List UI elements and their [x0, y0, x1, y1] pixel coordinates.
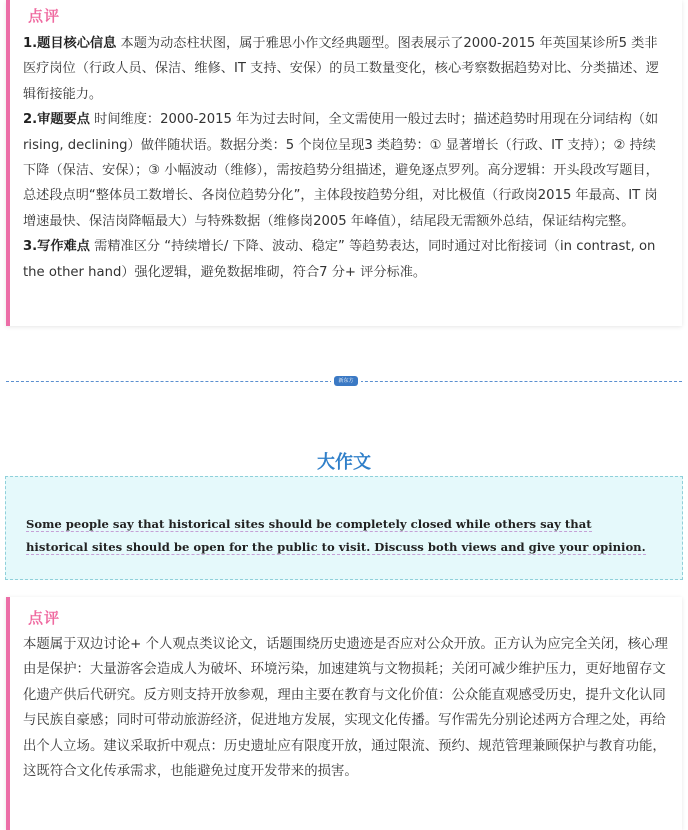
review-body: [23, 31, 667, 285]
review-body: [23, 632, 673, 784]
logo-badge: 新东方: [334, 376, 358, 386]
essay-prompt-box: [5, 476, 683, 580]
review-item-text: 需精准区分 “持续增长/ 下降、波动、稳定” 等趋势表达，同时通过对比衔接词（in contrast, on the other hand）强化逻辑，避免数据堆砌，符合7 分+ 评分标准。: [23, 239, 656, 280]
review-paragraph: 本题属于双边讨论+ 个人观点类议论文，话题围绕历史遗迹是否应对公众开放。正方认为应完全关闭，核心理由是保护：大量游客会造成人为破坏、环境污染，加速建筑与文物损耗；关闭可减少维护压力，更好地留存文化遗产供后代研究。反方则支持开放参观，理由主要在教育与文化价值：公众能直观感受历史，提升文化认同与民族自豪感；同时可带动旅游经济，促进地方发展，实现文化传播。写作需先分别论述两方合理之处，再给出个人立场。建议采取折中观点：历史遗址应有限度开放，通过限流、预约、规范管理兼顾保护与教育功能，这既符合文化传承需求，也能避免过度开发带来的损害。: [23, 637, 668, 780]
review-item-text: 本题为动态柱状图，属于雅思小作文经典题型。图表展示了2000-2015 年英国某诊所5 类非医疗岗位（行政人员、保洁、维修、IT 支持、安保）的员工数量变化，核心考察数据趋势对比、分类描述、逻辑衔接能力。: [23, 36, 659, 102]
essay-prompt-text: Some people say that historical sites should be completely closed while others say that historical sites should be open for the public to visit. Discuss both views and give your opinion.: [26, 517, 646, 554]
section-title: 大作文: [317, 452, 371, 473]
review-item: [23, 107, 667, 234]
review-card-big-essay: [6, 597, 682, 830]
review-heading: 点评: [28, 609, 61, 627]
review-item-label: 1.题目核心信息: [23, 36, 117, 51]
review-item-label: 3.写作难点: [23, 239, 90, 255]
essay-prompt: [26, 513, 656, 559]
review-heading: 点评: [28, 7, 61, 25]
review-item: [23, 234, 667, 285]
review-item: [23, 31, 667, 107]
review-item-label: 2.审题要点: [23, 112, 90, 128]
review-item-text: 时间维度：2000-2015 年为过去时间，全文需使用一般过去时；描述趋势时用现在分词结构（如rising, declining）做伴随状语。数据分类：5 个岗位呈现3 类趋势：① 显著增长（行政、IT 支持）；② 持续下降（保洁、安保）；③ 小幅波动（维修），需按趋势分组描述，避免逐点罗列。高分逻辑：开头段改写题目，总述段点明“整体员工数增长、各岗位趋势分化”，主体段按趋势分组，对比极值（行政岗2015 年最高、IT 岗增速最快、保洁岗降幅最大）与特殊数据（维修岗2005 年峰值），结尾段无需额外总结，保证结构完整。: [23, 112, 659, 229]
review-card-small-essay: [6, 0, 682, 326]
divider-logo: [331, 376, 361, 386]
